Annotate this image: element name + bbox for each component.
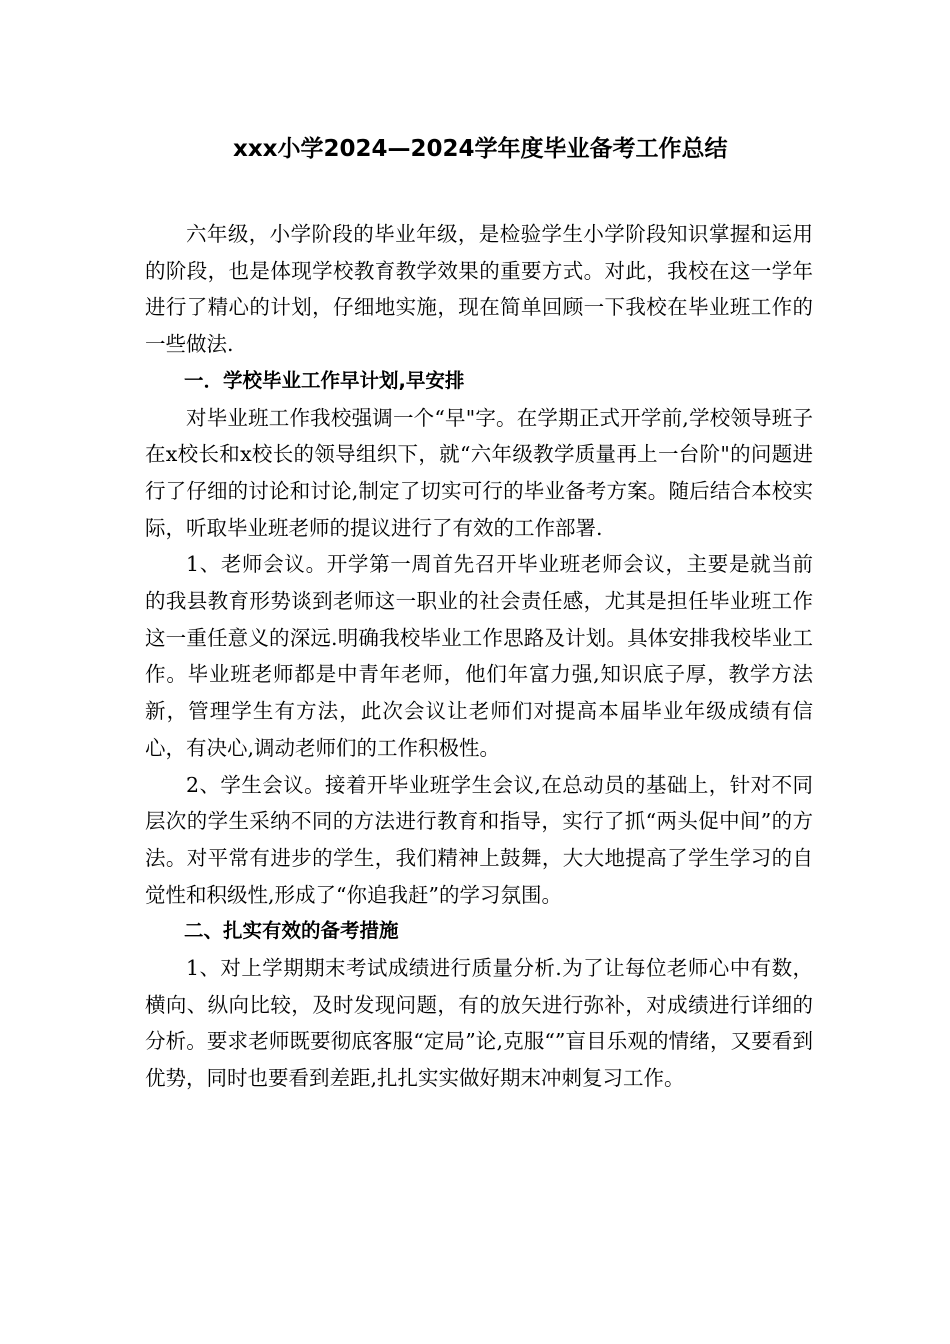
section-heading-2: 二、扎实有效的备考措施 — [184, 919, 399, 943]
body-paragraph: 对毕业班工作我校强调一个“早"字。在学期正式开学前,学校领导班子在x校长和x校长的领导组织下，就“六年级教学质量再上一台阶"的问题进行了仔细的讨论和讨论,制定了切实可行的毕业备考方案。随后结合本校实际，听取毕业班老师的提议进行了有效的工作部署. — [145, 405, 813, 540]
section-heading-1: 一．学校毕业工作早计划,早安排 — [184, 368, 465, 392]
intro-paragraph: 六年级，小学阶段的毕业年级，是检验学生小学阶段知识掌握和运用的阶段，也是体现学校教育教学效果的重要方式。对此，我校在这一学年进行了精心的计划，仔细地实施，现在简单回顾一下我校在毕业班工作的一些做法. — [145, 222, 813, 357]
document-body — [145, 216, 813, 1097]
document-title: xxx小学2024—2024学年度毕业备考工作总结 — [233, 136, 728, 162]
body-paragraph: 1、对上学期期末考试成绩进行质量分析.为了让每位老师心中有数，横向、纵向比较，及时发现问题，有的放矢进行弥补，对成绩进行详细的分析。要求老师既要彻底客服“定局”论,克服“”盲目乐观的情绪，又要看到优势，同时也要看到差距,扎扎实实做好期末冲刺复习工作。 — [145, 956, 813, 1091]
body-paragraph: 1、老师会议。开学第一周首先召开毕业班老师会议，主要是就当前的我县教育形势谈到老师这一职业的社会责任感，尤其是担任毕业班工作这一重任意义的深远.明确我校毕业工作思路及计划。具体安排我校毕业工作。毕业班老师都是中青年老师，他们年富力强,知识底子厚，教学方法新，管理学生有方法，此次会议让老师们对提高本届毕业年级成绩有信心，有决心,调动老师们的工作积极性。 — [145, 552, 813, 760]
body-paragraph: 2、学生会议。接着开毕业班学生会议,在总动员的基础上，针对不同层次的学生采纳不同的方法进行教育和指导，实行了抓“两头促中间”的方法。对平常有进步的学生，我们精神上鼓舞，大大地提高了学生学习的自觉性和积级性,形成了“你追我赶”的学习氛围。 — [145, 772, 813, 907]
